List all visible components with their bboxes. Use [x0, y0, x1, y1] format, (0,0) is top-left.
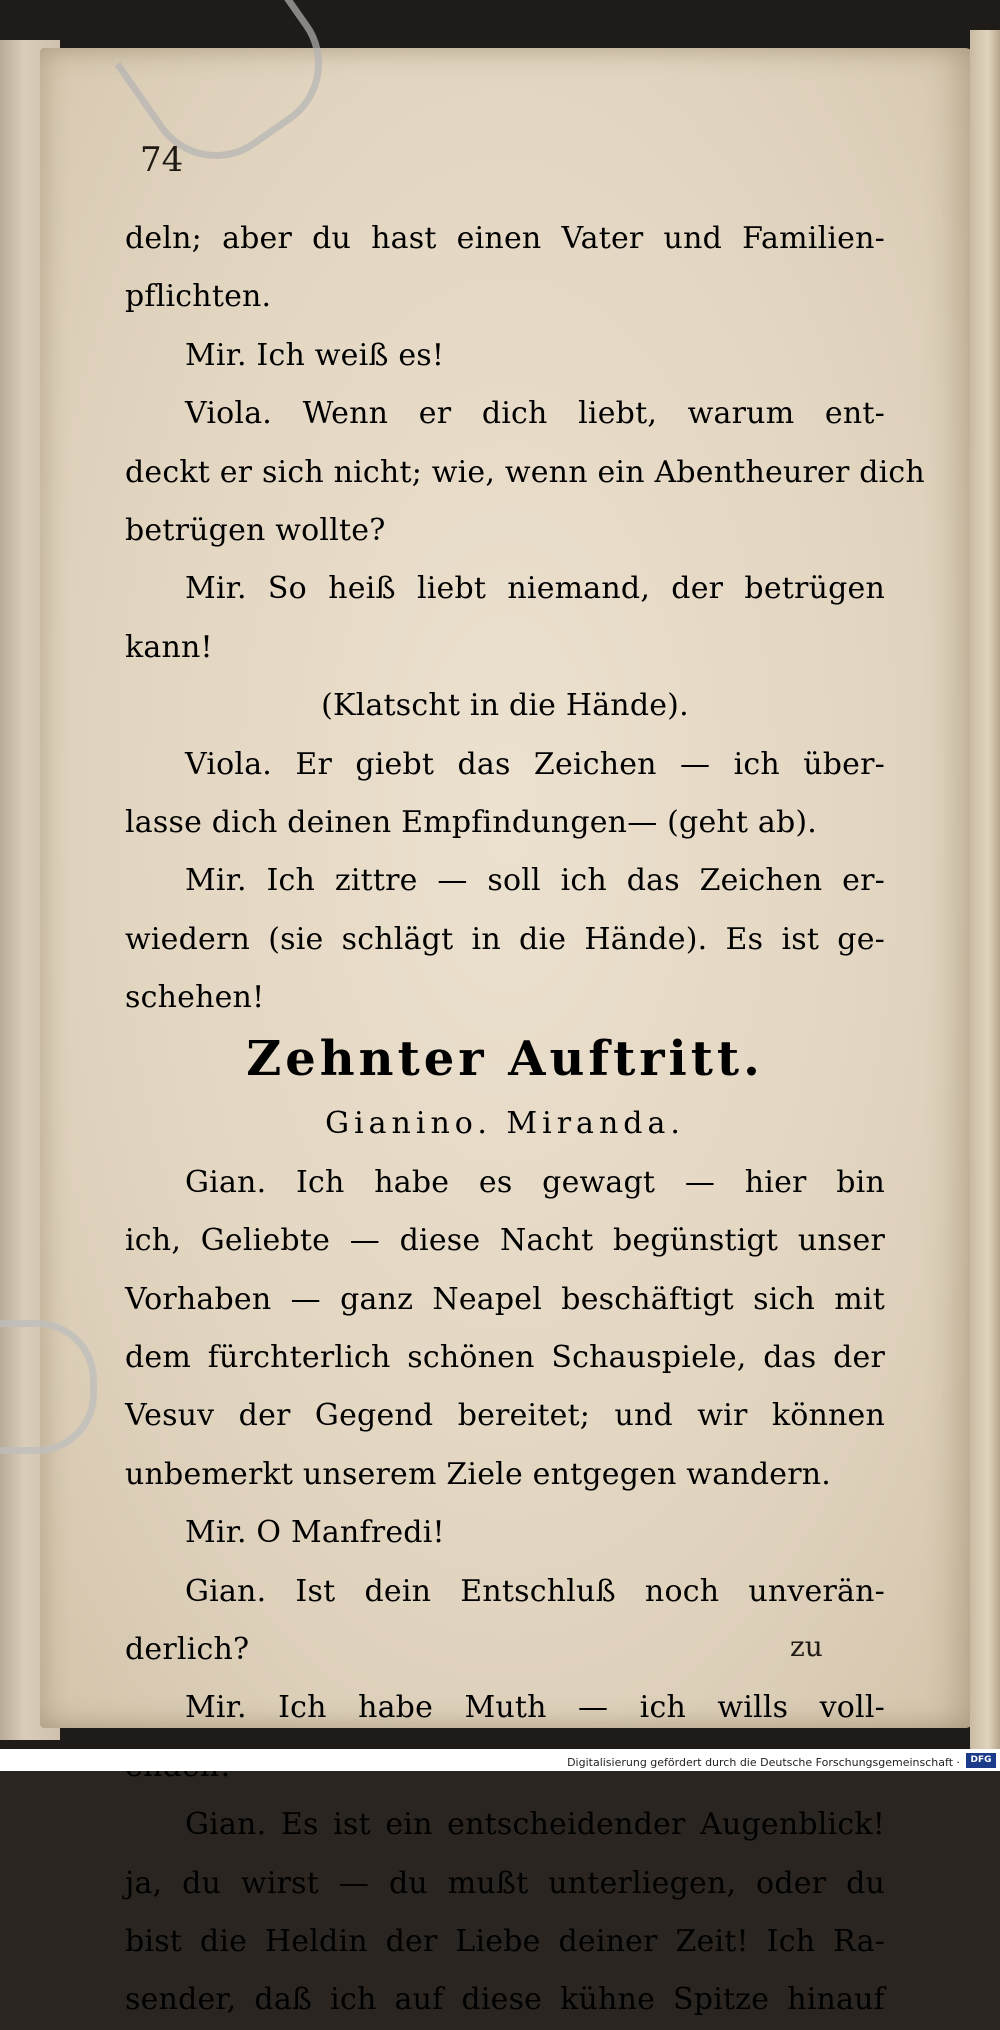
text-line: Vesuv der Gegend bereitet; und wir können	[125, 1398, 885, 1434]
text-line: Mir. Ich weiß es!	[185, 337, 445, 373]
text-line: Gian. Ist dein Entschluß noch unverän-	[185, 1573, 885, 1609]
book-page-edges-right	[970, 30, 1000, 1750]
text-line: ich, Geliebte — diese Nacht begünstigt unser	[125, 1223, 885, 1259]
text-line: derlich?	[125, 1631, 250, 1667]
text-line: Mir. Ich zittre — soll ich das Zeichen er-	[185, 863, 885, 899]
text-line: Gian. Es ist ein entscheidender Augenblick!	[185, 1807, 885, 1843]
text-line: betrügen wollte?	[125, 512, 386, 548]
text-line: unbemerkt unserem Ziele entgegen wandern.	[125, 1456, 832, 1492]
text-line: Viola. Er giebt das Zeichen — ich über-	[185, 746, 885, 782]
text-line: Viola. Wenn er dich liebt, warum ent-	[185, 396, 885, 432]
text-line: ja, du wirst — du mußt unterliegen, oder du	[125, 1865, 885, 1901]
text-line: Mir. Ich habe Muth — ich wills voll-	[185, 1690, 885, 1726]
catchword: zu	[790, 1630, 823, 1663]
text-line: Gian. Ich habe es gewagt — hier bin	[185, 1164, 885, 1200]
footer-credit: Digitalisierung gefördert durch die Deutsche Forschungsgemeinschaft ·	[567, 1756, 960, 1769]
text-line: kann!	[125, 629, 213, 665]
page-number: 74	[140, 140, 184, 180]
scene-characters: Gianino. Miranda.	[325, 1106, 685, 1142]
text-line: deckt er sich nicht; wie, wenn ein Abentheurer dich	[125, 454, 925, 490]
text-line: bist die Heldin der Liebe deiner Zeit! Ich Ra-	[125, 1923, 885, 1959]
text-line: dem fürchterlich schönen Schauspiele, das der	[125, 1340, 885, 1376]
text-after-heading	[125, 1154, 885, 2030]
text-line: pflichten.	[125, 279, 272, 315]
text-line: schehen!	[125, 980, 265, 1016]
text-line: lasse dich deinen Empfindungen— (geht ab).	[125, 804, 818, 840]
text-line: deln; aber du hast einen Vater und Familien-	[125, 221, 885, 256]
text-line: wiedern (sie schlägt in die Hände). Es ist ge-	[125, 921, 885, 957]
footer-bar	[0, 1749, 1000, 1771]
scene-heading: Zehnter Auftritt.	[246, 1031, 764, 1088]
text-line: Vorhaben — ganz Neapel beschäftigt sich mit	[125, 1281, 885, 1317]
text-line: sender, daß ich auf diese kühne Spitze hinauf	[125, 1982, 885, 2018]
text-before-heading	[125, 210, 925, 1027]
text-line: Mir. O Manfredi!	[185, 1515, 445, 1551]
text-line: Mir. So heiß liebt niemand, der betrügen	[185, 571, 885, 607]
text-line: (Klatscht in die Hände).	[321, 688, 689, 724]
dfg-logo-icon: DFG	[966, 1753, 996, 1768]
